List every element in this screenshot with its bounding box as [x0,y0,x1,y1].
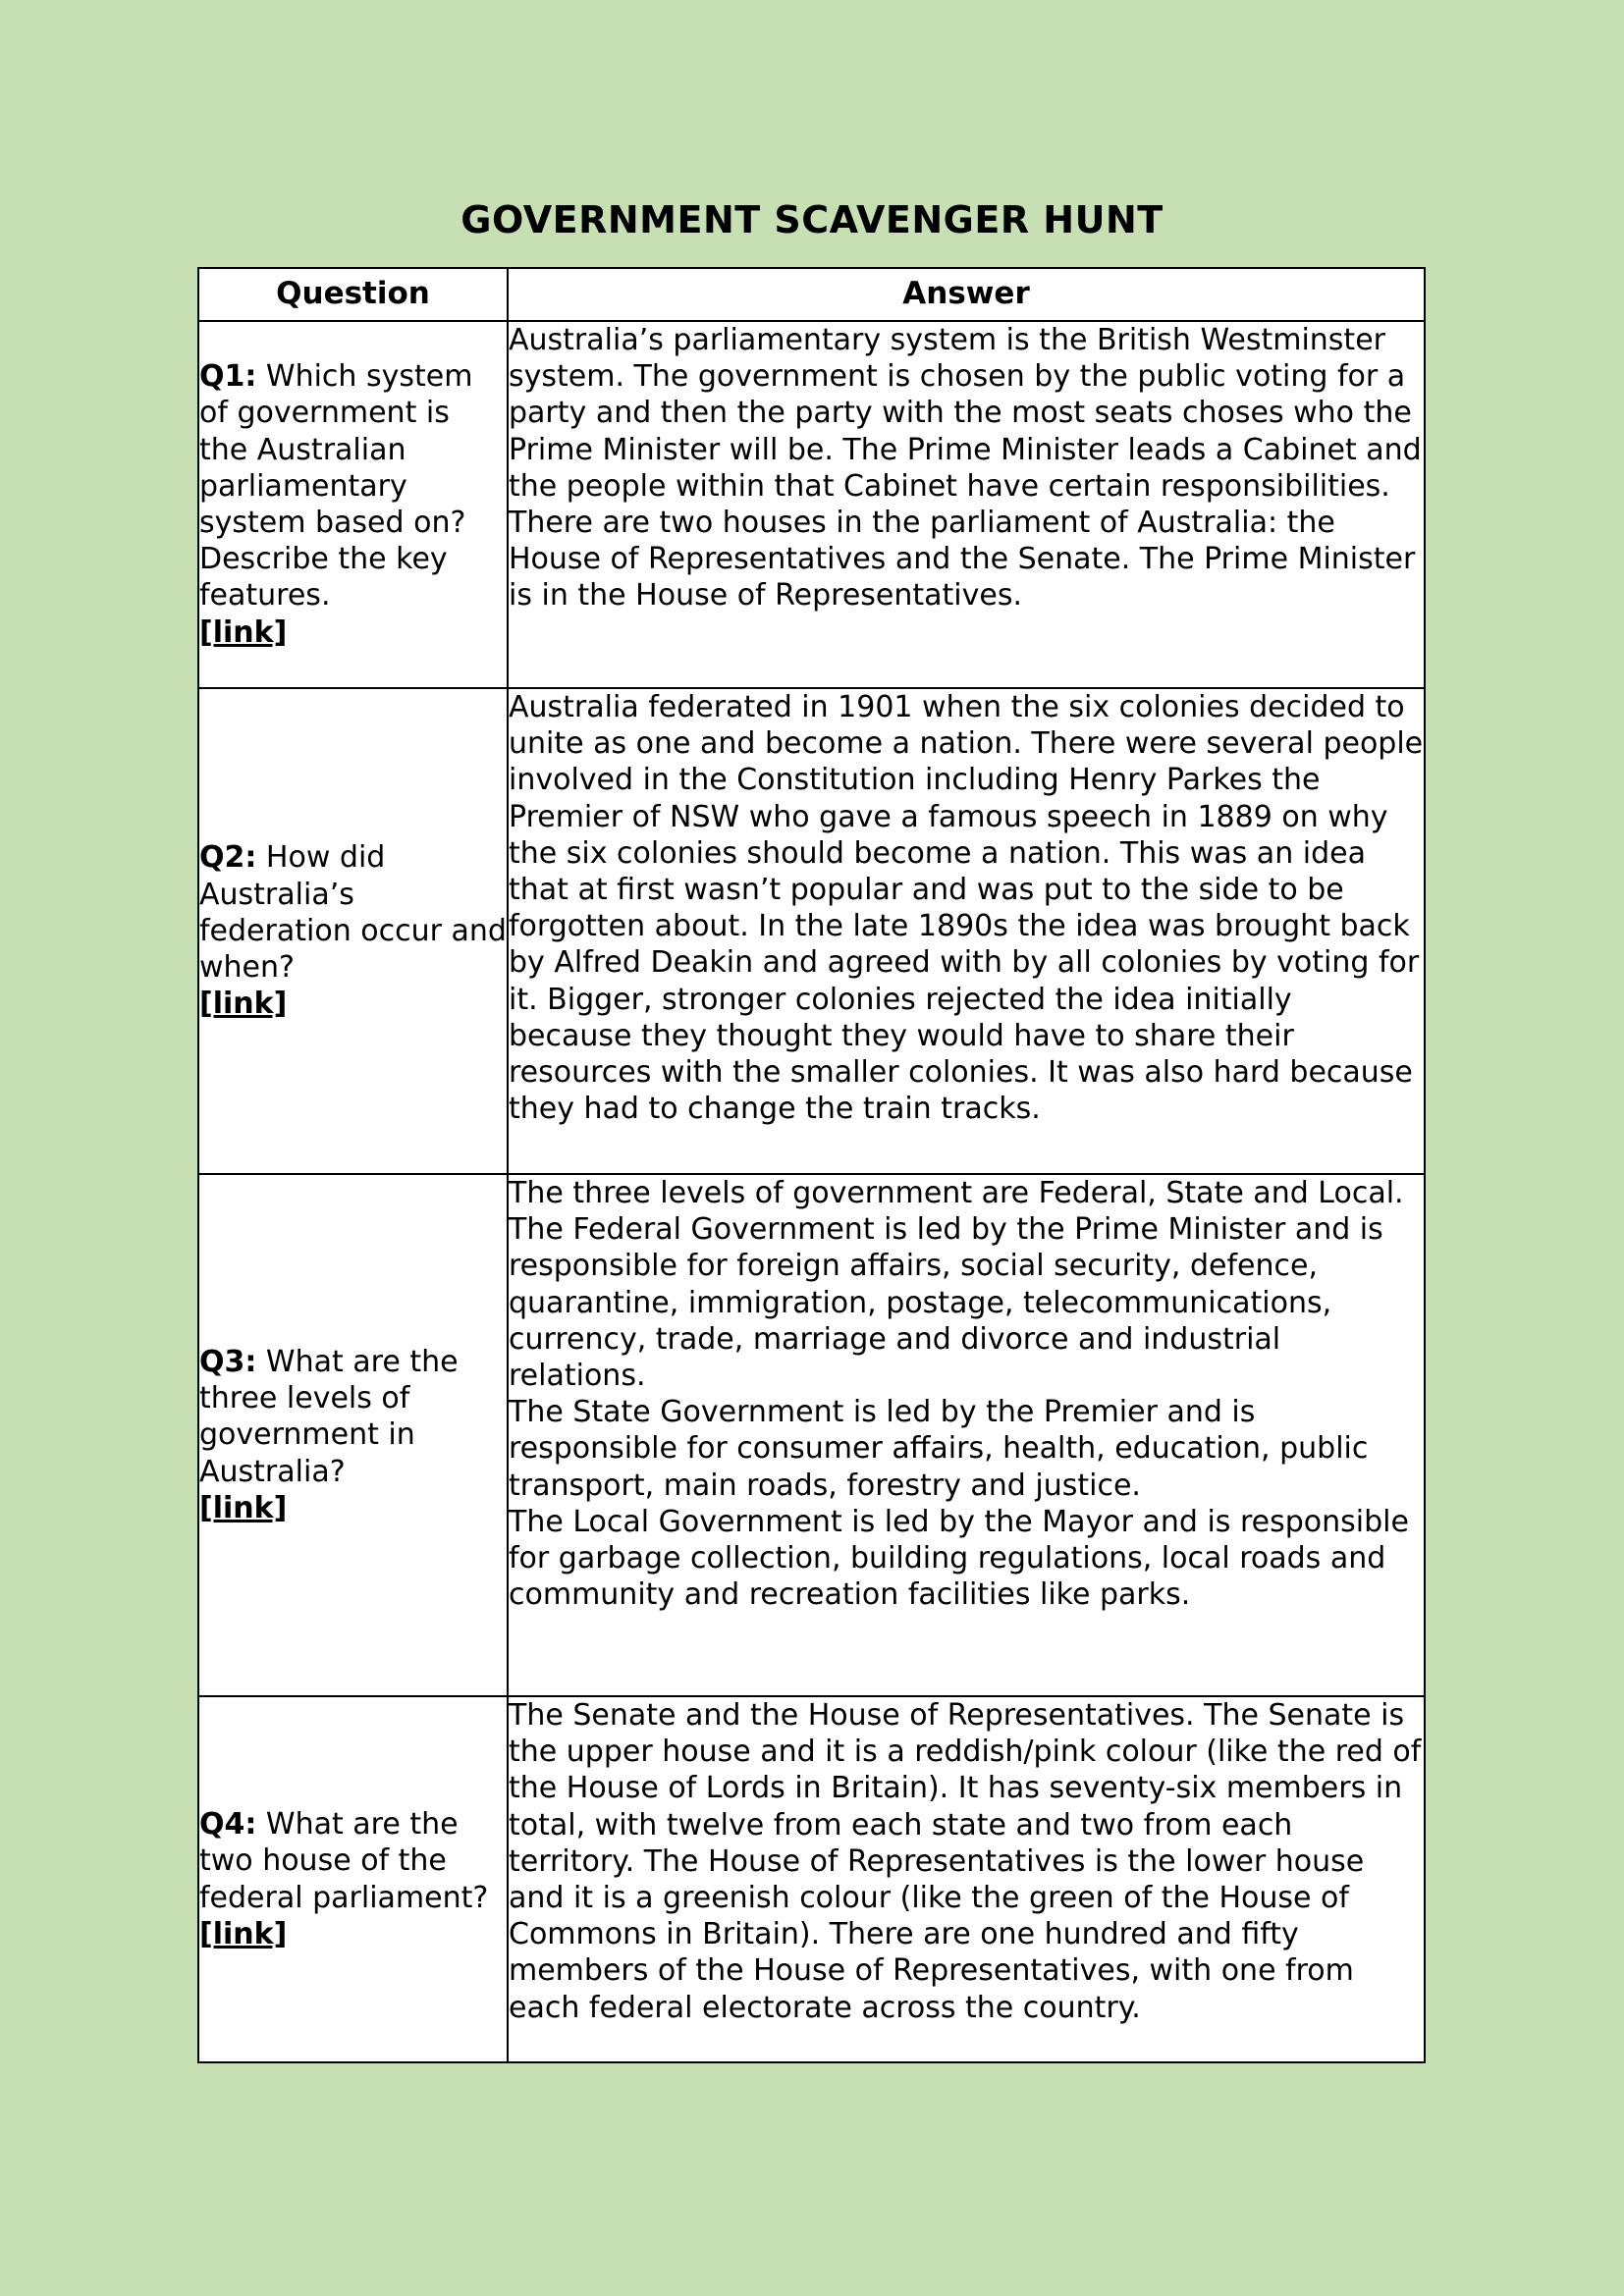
question-text: Which system of government is the Australian parliamentary system based on? Describe the key features. [199,359,473,614]
answer-cell [508,1696,1425,2062]
question-number: Q1: [199,359,257,395]
question-number: Q3: [199,1344,257,1379]
question-link[interactable]: [link] [199,987,288,1022]
table-row [198,1174,1425,1696]
page-title: GOVERNMENT SCAVENGER HUNT [460,198,1164,241]
question-cell [198,321,508,688]
question-text: How did Australia’s federation occur and when? [199,840,507,986]
answer-cell [508,688,1425,1174]
scavenger-hunt-table [197,267,1426,2063]
question-cell [198,1696,508,2062]
answer-text: The State Government is led by the Premier and is responsible for consumer affairs, health, education, public transport, main roads, forestry and justice. [509,1395,1369,1503]
question-text: What are the three levels of government in Australia? [199,1344,459,1489]
question-link[interactable]: [link] [199,1490,288,1525]
answer-cell [508,321,1425,688]
question-link[interactable]: [link] [199,1916,288,1951]
answer-text: The Local Government is led by the Mayor and is responsible for garbage collection, building regulations, local roads and community and recreation facilities like parks. [509,1504,1409,1613]
question-link[interactable]: [link] [199,614,288,650]
table-row [198,321,1425,688]
answer-text: Australia’s parliamentary system is the British Westminster system. The government is chosen by the public voting for a party and then the party with the most seats choses who the Prime Minister will be. The Prime Minister leads a Cabinet and the people within that Cabinet have certain responsibilities. There are two houses in the parliament of Australia: the House of Representatives and the Senate. The Prime Minister is in the House of Representatives. [509,323,1422,614]
question-number: Q4: [199,1807,257,1842]
question-column-header: Question [198,268,508,321]
question-cell [198,1174,508,1696]
question-cell [198,688,508,1174]
answer-text: Australia federated in 1901 when the six colonies decided to unite as one and become a nation. There were several people involved in the Constitution including Henry Parkes the Premier of NSW who gave a famous speech in 1889 on why the six colonies should become a nation. This was an idea that at first wasn’t popular and was put to the side to be forgotten about. In the late 1890s the idea was brought back by Alfred Deakin and agreed with by all colonies by voting for it. Bigger, stronger colonies rejected the idea initially because they thought they would have to share their resources with the smaller colonies. It was also hard because they had to change the train tracks. [509,690,1424,1127]
answer-text: The three levels of government are Federal, State and Local. The Federal Government is led by the Prime Minister and is responsible for foreign affairs, social security, defence, quarantine, immigration, postage, telecommunications, currency, trade, marriage and divorce and industrial relations. [509,1176,1404,1394]
answer-column-header: Answer [508,268,1425,321]
table-row [198,1696,1425,2062]
answer-cell [508,1174,1425,1696]
question-number: Q2: [199,840,257,876]
table-row [198,688,1425,1174]
answer-text: The Senate and the House of Representatives. The Senate is the upper house and it is a reddish/pink colour (like the red of the House of Lords in Britain). It has seventy-six members in total, with twelve from each state and two from each territory. The House of Representatives is the lower house and it is a greenish colour (like the green of the House of Commons in Britain). There are one hundred and fifty members of the House of Representatives, with one from each federal electorate across the country. [509,1698,1422,2025]
table-header-row [198,268,1425,321]
question-text: What are the two house of the federal parliament? [199,1807,489,1915]
